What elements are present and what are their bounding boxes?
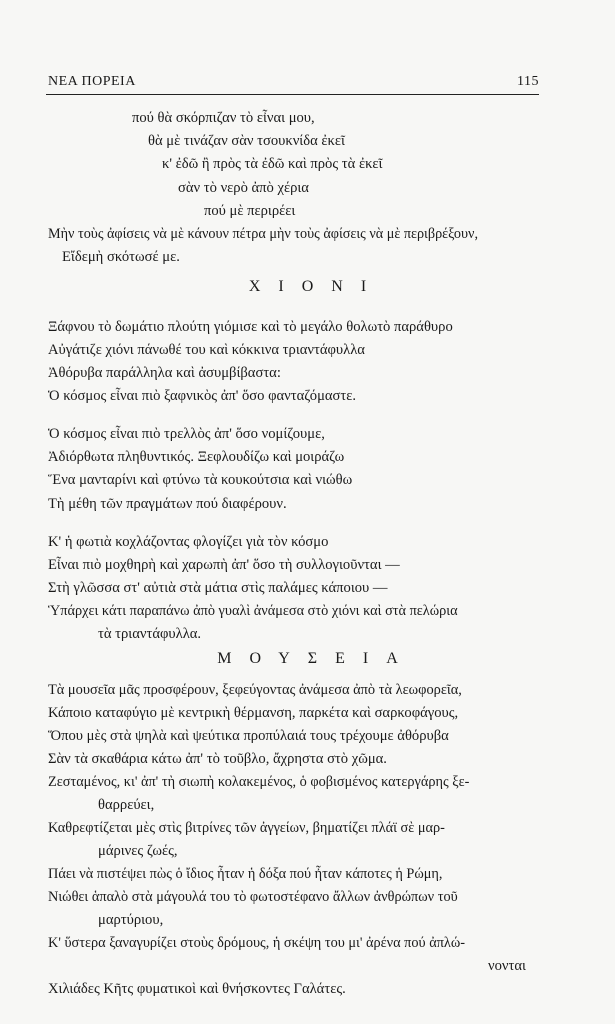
verse-line: μαρτύριου, [98, 912, 164, 928]
verse-line: πού μὲ περιρέει [204, 203, 296, 219]
verse-line: Πάει νὰ πιστέψει πὼς ὁ ἴδιος ἦταν ἡ δόξα πού ἦταν κάποτες ἡ Ρώμη, [48, 866, 443, 882]
journal-title: ΝΕΑ ΠΟΡΕΙΑ [48, 74, 136, 89]
verse-line: σὰν τὸ νερὸ ἀπὸ χέρια [178, 180, 309, 196]
verse-line: Ὁ κόσμος εἶναι πιὸ ξαφνικὸς ἀπ' ὅσο φανταζόμαστε. [48, 388, 357, 404]
running-header [48, 74, 539, 90]
header-rule [46, 94, 539, 95]
verse-line: Ὅπου μὲς στὰ ψηλὰ καὶ ψεύτικα προπύλαιά τους τρέχουμε ἀθόρυβα [48, 728, 449, 744]
verse-line: Ἀθόρυβα παράλληλα καὶ ἀσυμβίβαστα: [48, 365, 281, 381]
verse-line: μάρινες ζωές, [98, 843, 178, 859]
poem-title-mouseia: ΜΟΥΣΕΙΑ [217, 650, 416, 667]
page-number: 115 [517, 74, 539, 89]
verse-line: Ξάφνου τὸ δωμάτιο πλούτη γιόμισε καὶ τὸ μεγάλο θολωτὸ παράθυρο [48, 319, 453, 335]
verse-line: νονται [488, 958, 526, 974]
verse-line: θὰ μὲ τινάζαν σὰν τσουκνίδα ἐκεῖ [148, 133, 345, 149]
verse-line: Μὴν τοὺς ἀφίσεις νὰ μὲ κάνουν πέτρα μὴν τοὺς ἀφίσεις νὰ μὲ περιβρέξουν, [48, 226, 479, 242]
verse-line: Αὐγάτιζε χιόνι πάνωθέ του καὶ κόκκινα τριαντάφυλλα [48, 342, 365, 358]
verse-line: Στὴ γλῶσσα στ' αὐτιὰ στὰ μάτια στὶς παλάμες κάποιου — [48, 580, 388, 596]
verse-line: Κ' ὕστερα ξαναγυρίζει στοὺς δρόμους, ἡ σκέψη του μι' ἀρένα πού ἀπλώ- [48, 935, 466, 951]
verse-line: Σὰν τὰ σκαθάρια κάτω ἀπ' τὸ τοῦβλο, ἄχρηστα στὸ χῶμα. [48, 751, 387, 767]
verse-line: Εἴδεμὴ σκότωσέ με. [62, 249, 180, 265]
verse-line: Νιώθει ἁπαλὸ στὰ μάγουλά του τὸ φωτοστέφανο ἄλλων ἀνθρώπων τοῦ [48, 889, 458, 905]
verse-line: κ' ἐδῶ ἢ πρὸς τὰ ἐδῶ καὶ πρὸς τὰ ἐκεῖ [162, 156, 383, 172]
verse-line: Ἀδιόρθωτα πληθυντικός. Ξεφλουδίζω καὶ μοιράζω [48, 449, 345, 465]
verse-line: Ζεσταμένος, κι' ἀπ' τὴ σιωπὴ κολακεμένος, ὁ φοβισμένος κατεργάρης ξε- [48, 774, 470, 790]
verse-line: θαρρεύει, [98, 797, 155, 813]
verse-line: Εἶναι πιὸ μοχθηρὴ καὶ χαρωπὴ ἀπ' ὅσο τὴ συλλογιοῦνται — [48, 557, 400, 573]
verse-line: Τὰ μουσεῖα μᾶς προσφέρουν, ξεφεύγοντας ἀνάμεσα ἀπὸ τὰ λεωφορεῖα, [48, 682, 462, 698]
verse-line: Τὴ μέθη τῶν πραγμάτων πού διαφέρουν. [48, 496, 287, 512]
verse-line: τὰ τριαντάφυλλα. [98, 626, 202, 642]
verse-line: Ὑπάρχει κάτι παραπάνω ἀπὸ γυαλὶ ἀνάμεσα στὸ χιόνι καὶ στὰ πελώρια [48, 603, 458, 619]
verse-line: Χιλιάδες Κῆτς φυματικοὶ καὶ θνήσκοντες Γαλάτες. [48, 981, 346, 997]
verse-line: πού θὰ σκόρπιζαν τὸ εἶναι μου, [132, 110, 315, 126]
verse-line: Καθρεφτίζεται μὲς στὶς βιτρίνες τῶν ἀγγείων, βηματίζει πλάϊ σὲ μαρ- [48, 820, 445, 836]
verse-line: Ὁ κόσμος εἶναι πιὸ τρελλὸς ἀπ' ὅσο νομίζουμε, [48, 426, 325, 442]
verse-line: Κάποιο καταφύγιο μὲ κεντρικὴ θέρμανση, παρκέτα καὶ σαρκοφάγους, [48, 705, 459, 721]
poem-title-xioni: ΧΙΟΝΙ [248, 278, 385, 295]
verse-line: Κ' ἡ φωτιὰ κοχλάζοντας φλογίζει γιὰ τὸν κόσμο [48, 534, 329, 550]
verse-line: Ἕνα μανταρίνι καὶ φτύνω τὰ κουκούτσια καὶ νιώθω [48, 472, 353, 488]
